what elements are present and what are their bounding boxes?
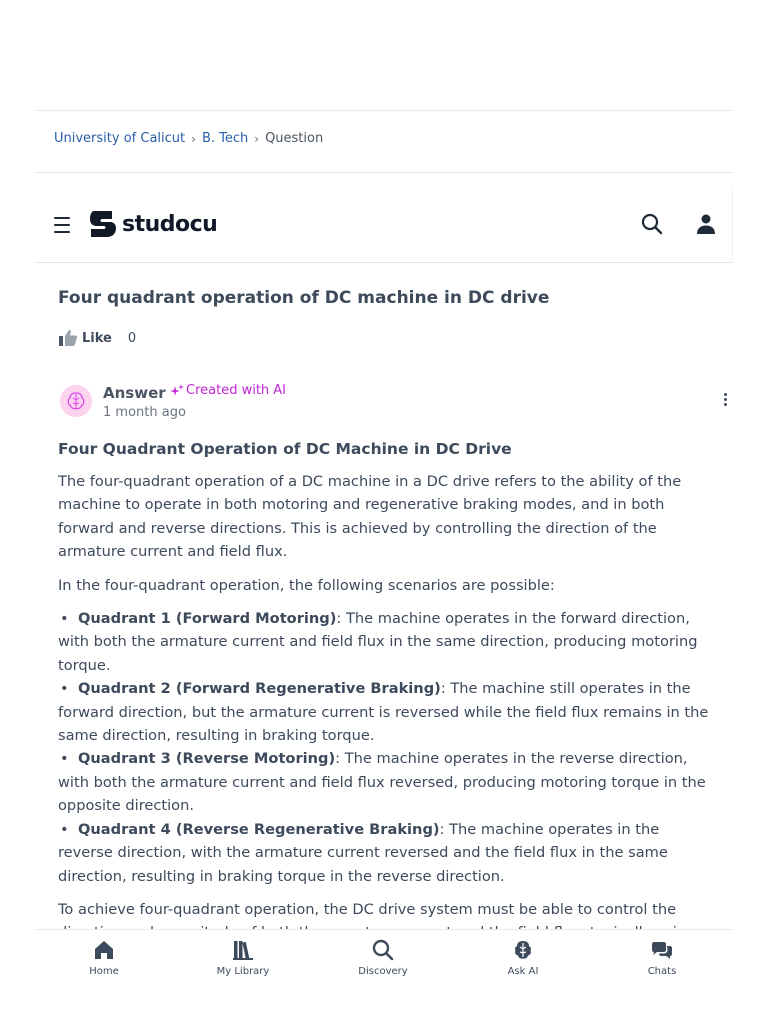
breadcrumb-current: Question (265, 131, 324, 146)
library-icon (231, 938, 255, 962)
answer-label: Answer (103, 384, 166, 402)
answer-lead: In the four-quadrant operation, the following scenarios are possible: (58, 576, 555, 594)
user-account-icon[interactable] (695, 213, 717, 235)
studocu-logo-icon (88, 209, 118, 239)
studocu-logo[interactable] (88, 209, 217, 239)
nav-discovery[interactable] (343, 938, 423, 977)
menu-icon[interactable] (54, 217, 70, 233)
like-count: 0 (127, 330, 137, 346)
nav-ask-ai-label: Ask AI (507, 966, 539, 977)
list-item: • Quadrant 4 (Reverse Regenerative Braking): The machine operates in the reverse direction, with the armature current reversed and the field flux in the same direction, resulting in braking torque in the reverse direction. (58, 820, 668, 885)
nav-ask-ai[interactable] (483, 938, 563, 977)
answer-body (58, 438, 713, 978)
site-header (35, 187, 733, 263)
breadcrumb-university-link[interactable]: University of Calicut (54, 131, 186, 146)
ai-avatar (60, 385, 92, 417)
question-content (35, 252, 733, 930)
answer-intro: The four-quadrant operation of a DC machine in a DC drive refers to the ability of the machine to operate in both motoring and regenerative braking modes, and in both forward and reverse directions. This is achieved by controlling the direction of the armature current and field flux. (58, 473, 682, 561)
nav-my-library-label: My Library (216, 966, 270, 977)
quadrant-title: Quadrant 2 (Forward Regenerative Braking) (78, 680, 441, 698)
sparkle-icon (170, 384, 184, 398)
answer-timestamp: 1 month ago (103, 405, 186, 420)
like-label: Like (82, 330, 112, 346)
nav-home-label: Home (89, 966, 119, 977)
quadrant-text: : The machine operates in the reverse direction, with the armature current reversed and the field flux in the same direction, resulting in braking torque in the reverse direction. (58, 820, 668, 885)
nav-discovery-label: Discovery (358, 966, 408, 977)
ai-badge-label: Created with AI (186, 383, 287, 398)
nav-my-library[interactable] (203, 938, 283, 977)
home-icon (92, 938, 116, 962)
ask-ai-icon (511, 938, 535, 962)
quadrant-title: Quadrant 1 (Forward Motoring) (78, 610, 337, 628)
quadrant-list (58, 607, 713, 888)
question-title: Four quadrant operation of DC machine in DC drive (58, 288, 550, 308)
nav-chats[interactable] (622, 938, 702, 977)
logo-text: studocu (122, 211, 218, 237)
quadrant-text: : The machine operates in the reverse direction, with both the armature current and field flux reversed, producing motoring torque in the opposite direction. (58, 750, 706, 815)
thumbs-up-icon (58, 329, 78, 347)
search-icon[interactable] (641, 213, 663, 235)
list-item: • Quadrant 2 (Forward Regenerative Braking): The machine still operates in the forward direction, but the armature current is reversed while the field flux remains in the same direction, resulting in braking torque. (58, 680, 709, 745)
list-item: • Quadrant 3 (Reverse Motoring): The machine operates in the reverse direction, with both the armature current and field flux reversed, producing motoring torque in the opposite direction. (58, 750, 706, 815)
ai-brain-icon (65, 390, 87, 412)
quadrant-text: : The machine still operates in the forward direction, but the armature current is reversed while the field flux remains in the same direction, resulting in braking torque. (58, 680, 709, 745)
chats-icon (650, 938, 674, 962)
answer-header (60, 383, 710, 423)
breadcrumb-course-link[interactable]: B. Tech (201, 131, 249, 146)
quadrant-title: Quadrant 3 (Reverse Motoring) (78, 750, 336, 768)
more-options-icon[interactable] (718, 389, 732, 409)
nav-home[interactable] (64, 938, 144, 977)
ai-badge (170, 383, 286, 398)
list-item: • Quadrant 1 (Forward Motoring): The machine operates in the forward direction, with both the armature current and field flux in the same direction, producing motoring torque. (58, 610, 698, 674)
discovery-icon (371, 938, 395, 962)
quadrant-title: Quadrant 4 (Reverse Regenerative Braking) (78, 820, 440, 838)
chevron-right-icon: › (191, 131, 196, 146)
like-button[interactable] (58, 329, 136, 347)
answer-heading: Four Quadrant Operation of DC Machine in DC Drive (58, 440, 512, 458)
top-divider (35, 110, 733, 111)
chevron-right-icon: › (254, 131, 260, 146)
answer-closing: To achieve four-quadrant operation, the DC drive system must be able to control the (58, 900, 677, 918)
nav-chats-label: Chats (647, 966, 677, 977)
breadcrumb-divider (35, 172, 733, 173)
quadrant-text: : The machine operates in the forward direction, with both the armature current and field flux in the same direction, producing motoring torque. (58, 610, 698, 674)
bottom-navigation (35, 929, 733, 989)
breadcrumb (54, 131, 323, 146)
